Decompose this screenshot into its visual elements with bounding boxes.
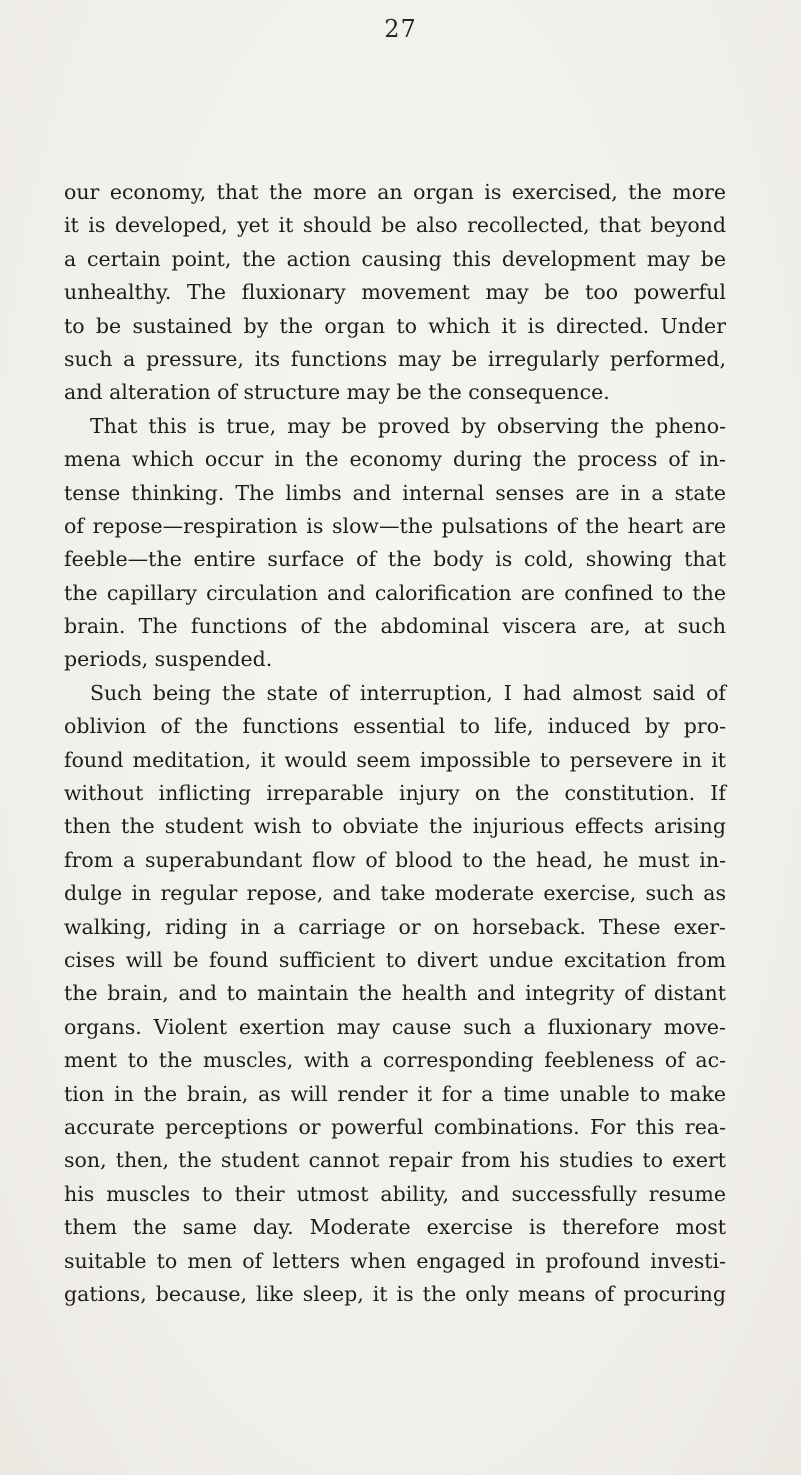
text-line: Such being the state of interruption, I had almost said of [90, 680, 726, 705]
body-text [64, 176, 726, 1311]
text-line: walking, riding in a carriage or on horseback. These exer- [64, 914, 726, 939]
text-line: gations, because, like sleep, it is the only means of procuring [64, 1281, 726, 1306]
text-line: accurate perceptions or powerful combinations. For this rea- [64, 1114, 726, 1139]
text-line: ment to the muscles, with a corresponding feebleness of ac- [64, 1048, 726, 1073]
text-line: tion in the brain, as will render it for a time unable to make [64, 1081, 726, 1106]
text-line: oblivion of the functions essential to life, induced by pro- [64, 714, 726, 739]
text-line: cises will be found sufficient to divert undue excitation from [64, 947, 726, 972]
text-line: without inflicting irreparable injury on the constitution. If [64, 781, 726, 806]
text-line: his muscles to their utmost ability, and successfully resume [64, 1181, 726, 1206]
text-line: them the same day. Moderate exercise is therefore most [64, 1215, 726, 1240]
text-line: from a superabundant flow of blood to the head, he must in- [64, 847, 726, 872]
text-line: the capillary circulation and calorification are confined to the [64, 580, 726, 605]
text-line: mena which occur in the economy during the process of in- [64, 447, 726, 472]
text-line: our economy, that the more an organ is exercised, the more [64, 180, 726, 204]
text-line: brain. The functions of the abdominal viscera are, at such [64, 614, 726, 639]
text-line: a certain point, the action causing this development may be [64, 246, 726, 271]
text-line: dulge in regular repose, and take moderate exercise, such as [64, 881, 726, 906]
text-line: such a pressure, its functions may be irregularly performed, [64, 346, 726, 371]
text-line: tense thinking. The limbs and internal senses are in a state [64, 480, 726, 505]
text-line: feeble—the entire surface of the body is cold, showing that [64, 547, 726, 572]
text-line: then the student wish to obviate the injurious effects arising [64, 814, 726, 839]
text-line: found meditation, it would seem impossible to persevere in it [64, 747, 726, 772]
page-number: 27 [384, 15, 417, 43]
text-line: and alteration of structure may be the consequence. [64, 380, 610, 405]
text-line: unhealthy. The fluxionary movement may be too powerful [64, 280, 726, 305]
text-line: of repose—respiration is slow—the pulsations of the heart are [64, 513, 726, 538]
text-line: suitable to men of letters when engaged in profound investi- [64, 1248, 726, 1273]
text-line: to be sustained by the organ to which it is directed. Under [64, 313, 726, 338]
text-line: son, then, the student cannot repair from his studies to exert [64, 1148, 726, 1173]
text-line: it is developed, yet it should be also recollected, that beyond [64, 213, 726, 238]
text-line: periods, suspended. [64, 647, 273, 672]
text-line: the brain, and to maintain the health and integrity of distant [64, 981, 726, 1006]
text-line: organs. Violent exertion may cause such a fluxionary move- [64, 1014, 726, 1039]
text-line: That this is true, may be proved by observing the pheno- [90, 413, 726, 438]
